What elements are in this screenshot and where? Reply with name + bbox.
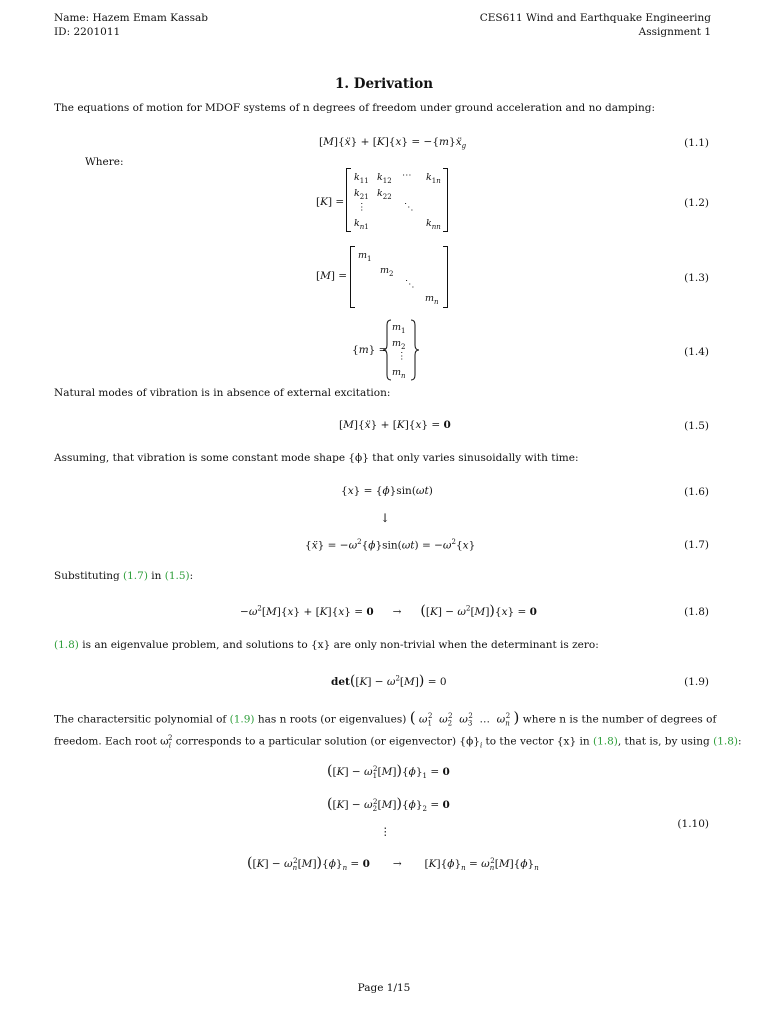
equation-reference-link[interactable]: (1.9)	[229, 713, 255, 726]
equation-1-9: $\det([K] - \omega^2[M]) = 0$	[331, 673, 447, 689]
equation-1-7: {ẍ} = $-\omega^2\{\phi\}\sin(\omega t) = -\omega^2\{x\}$	[305, 538, 476, 552]
matrix-cell: $k_{n1}$	[354, 218, 369, 231]
course-title: CES611 Wind and Earthquake Engineering	[479, 12, 711, 24]
text-fragment: , that is, by using	[617, 735, 714, 748]
equation-number: (1.1)	[684, 137, 709, 149]
matrix-bracket-right	[443, 246, 448, 308]
equation-1-10-row-n: $([K] - \omega_n^2[M])\{\phi\}_n = 0 \to [K]\{\phi\}_n = \omega_n^2[M]\{\phi\}_n$	[247, 855, 539, 873]
equation-reference-link[interactable]: (1.8)	[592, 735, 618, 748]
vector-m-label: {m} =	[352, 344, 388, 356]
text-fragment: is an eigenvalue problem, and solutions to {x} are only non-trivial when the determinant is zero:	[78, 639, 599, 651]
vector-cell: $m_n$	[392, 367, 406, 380]
page-number: Page 1/15	[357, 982, 411, 994]
equation-reference-link[interactable]: (1.8)	[54, 639, 79, 651]
matrix-cell: $k_{nn}$	[426, 218, 441, 231]
equation-number: (1.9)	[684, 676, 709, 688]
matrix-cell: $k_{21}$	[354, 188, 369, 201]
vector-cell: $m_2$	[392, 338, 406, 351]
paragraph-intro	[54, 97, 655, 119]
matrix-cell: $m_2$	[380, 265, 394, 278]
equation-1-10-row-1: $([K] - \omega_1^2[M])\{\phi\}_1 = 0$	[327, 763, 450, 781]
matrix-cell: $k_{1n}$	[426, 172, 441, 185]
matrix-cell: $m_1$	[358, 250, 372, 263]
assignment-label: Assignment 1	[638, 26, 711, 38]
equation-reference-link[interactable]: (1.5)	[164, 570, 190, 582]
equation-number: (1.6)	[684, 486, 709, 498]
matrix-cell: ⋮	[357, 202, 367, 213]
matrix-bracket-right	[443, 168, 448, 232]
student-id: ID: 2201011	[54, 26, 121, 38]
matrix-m-label: [M] =	[316, 270, 348, 282]
matrix-bracket-left	[346, 168, 351, 232]
text-fragment: :	[189, 570, 194, 582]
paragraph-characteristic: The charactersitic polynomial of (1.9) has n roots (or eigenvalues) ( $\omega_1^2$ $\omega_2^2$ $\omega_3^2$ … $\omega_n^2$ ) where n is the number of degrees of	[54, 708, 717, 728]
paragraph-natural-modes: Natural modes of vibration is in absence of external excitation:	[54, 387, 391, 399]
equation-reference-link[interactable]: (1.8)	[713, 735, 738, 748]
text-fragment: The charactersitic polynomial of	[54, 713, 230, 726]
matrix-cell: ⋱	[405, 279, 415, 290]
equation-number: (1.7)	[684, 539, 709, 551]
vector-cell: ⋮	[397, 351, 407, 362]
matrix-cell: $k_{11}$	[354, 172, 369, 185]
author-name: Name: Hazem Emam Kassab	[54, 12, 208, 24]
matrix-cell: $m_n$	[425, 293, 439, 306]
paragraph-eigenvalue	[54, 634, 599, 656]
down-arrow-icon: ↓	[380, 511, 391, 525]
matrix-cell: ⋯	[402, 170, 412, 181]
section-title: 1. Derivation	[334, 76, 434, 92]
equation-number: (1.3)	[684, 272, 709, 284]
vertical-ellipsis: ⋮	[380, 826, 391, 838]
paragraph-roots: freedom. Each root $\omega_i^2$ corresponds to a particular solution (or eigenvector) $\{\phi\}_i$ to the vector {x} in (1.8), that is, by using (1.8):	[54, 734, 742, 750]
equation-1-6: {x} = {ϕ}sin(ωt)	[341, 485, 433, 497]
paragraph-assumption: Assuming, that vibration is some constant mode shape {ϕ} that only varies sinusoidally with time:	[54, 452, 579, 464]
equation-number: (1.2)	[684, 197, 709, 209]
equation-1-10-row-2: $([K] - \omega_2^2[M])\{\phi\}_2 = 0$	[327, 796, 450, 814]
text-fragment: freedom. Each root ω	[54, 735, 169, 748]
equation-number: (1.10)	[677, 818, 709, 830]
paragraph-intro-text: The equations of motion for MDOF systems of n degrees of freedom under ground acceleration and no damping:	[54, 102, 656, 114]
text-fragment: in	[147, 570, 165, 582]
text-fragment: has n roots (or eigenvalues)	[254, 713, 407, 726]
text-fragment: corresponds to a particular solution (or eigenvector) {ϕ}	[172, 735, 480, 748]
equation-number: (1.8)	[684, 606, 709, 618]
matrix-cell: $k_{22}$	[377, 188, 392, 201]
equation-number: (1.4)	[684, 346, 709, 358]
matrix-cell: $k_{12}$	[377, 172, 392, 185]
equation-reference-link[interactable]: (1.7)	[123, 570, 148, 582]
text-fragment: where n is the number of degrees of	[522, 713, 717, 726]
equation-1-8: $-\omega^2[M]\{x\} + [K]\{x\} = 0 \to ([K] - \omega^2[M])\{x\} = 0$	[240, 603, 537, 619]
matrix-cell: ⋱	[404, 202, 414, 213]
matrix-bracket-left	[350, 246, 355, 308]
vector-cell: $m_1$	[392, 322, 406, 335]
text-fragment: to the vector {x} in	[482, 735, 593, 748]
paragraph-substituting	[54, 565, 193, 587]
matrix-k-label: [K] =	[316, 196, 345, 208]
equation-1-5: [M]{ẍ} + [K]{x} = 0	[339, 419, 451, 431]
text-fragment: Substituting	[54, 570, 124, 582]
text-fragment: :	[738, 735, 742, 748]
where-label: Where:	[85, 156, 124, 168]
equation-1-1: [M]{ẍ} + [K]{x} = −{m}ẍ$_g$	[319, 136, 467, 151]
equation-number: (1.5)	[684, 420, 709, 432]
